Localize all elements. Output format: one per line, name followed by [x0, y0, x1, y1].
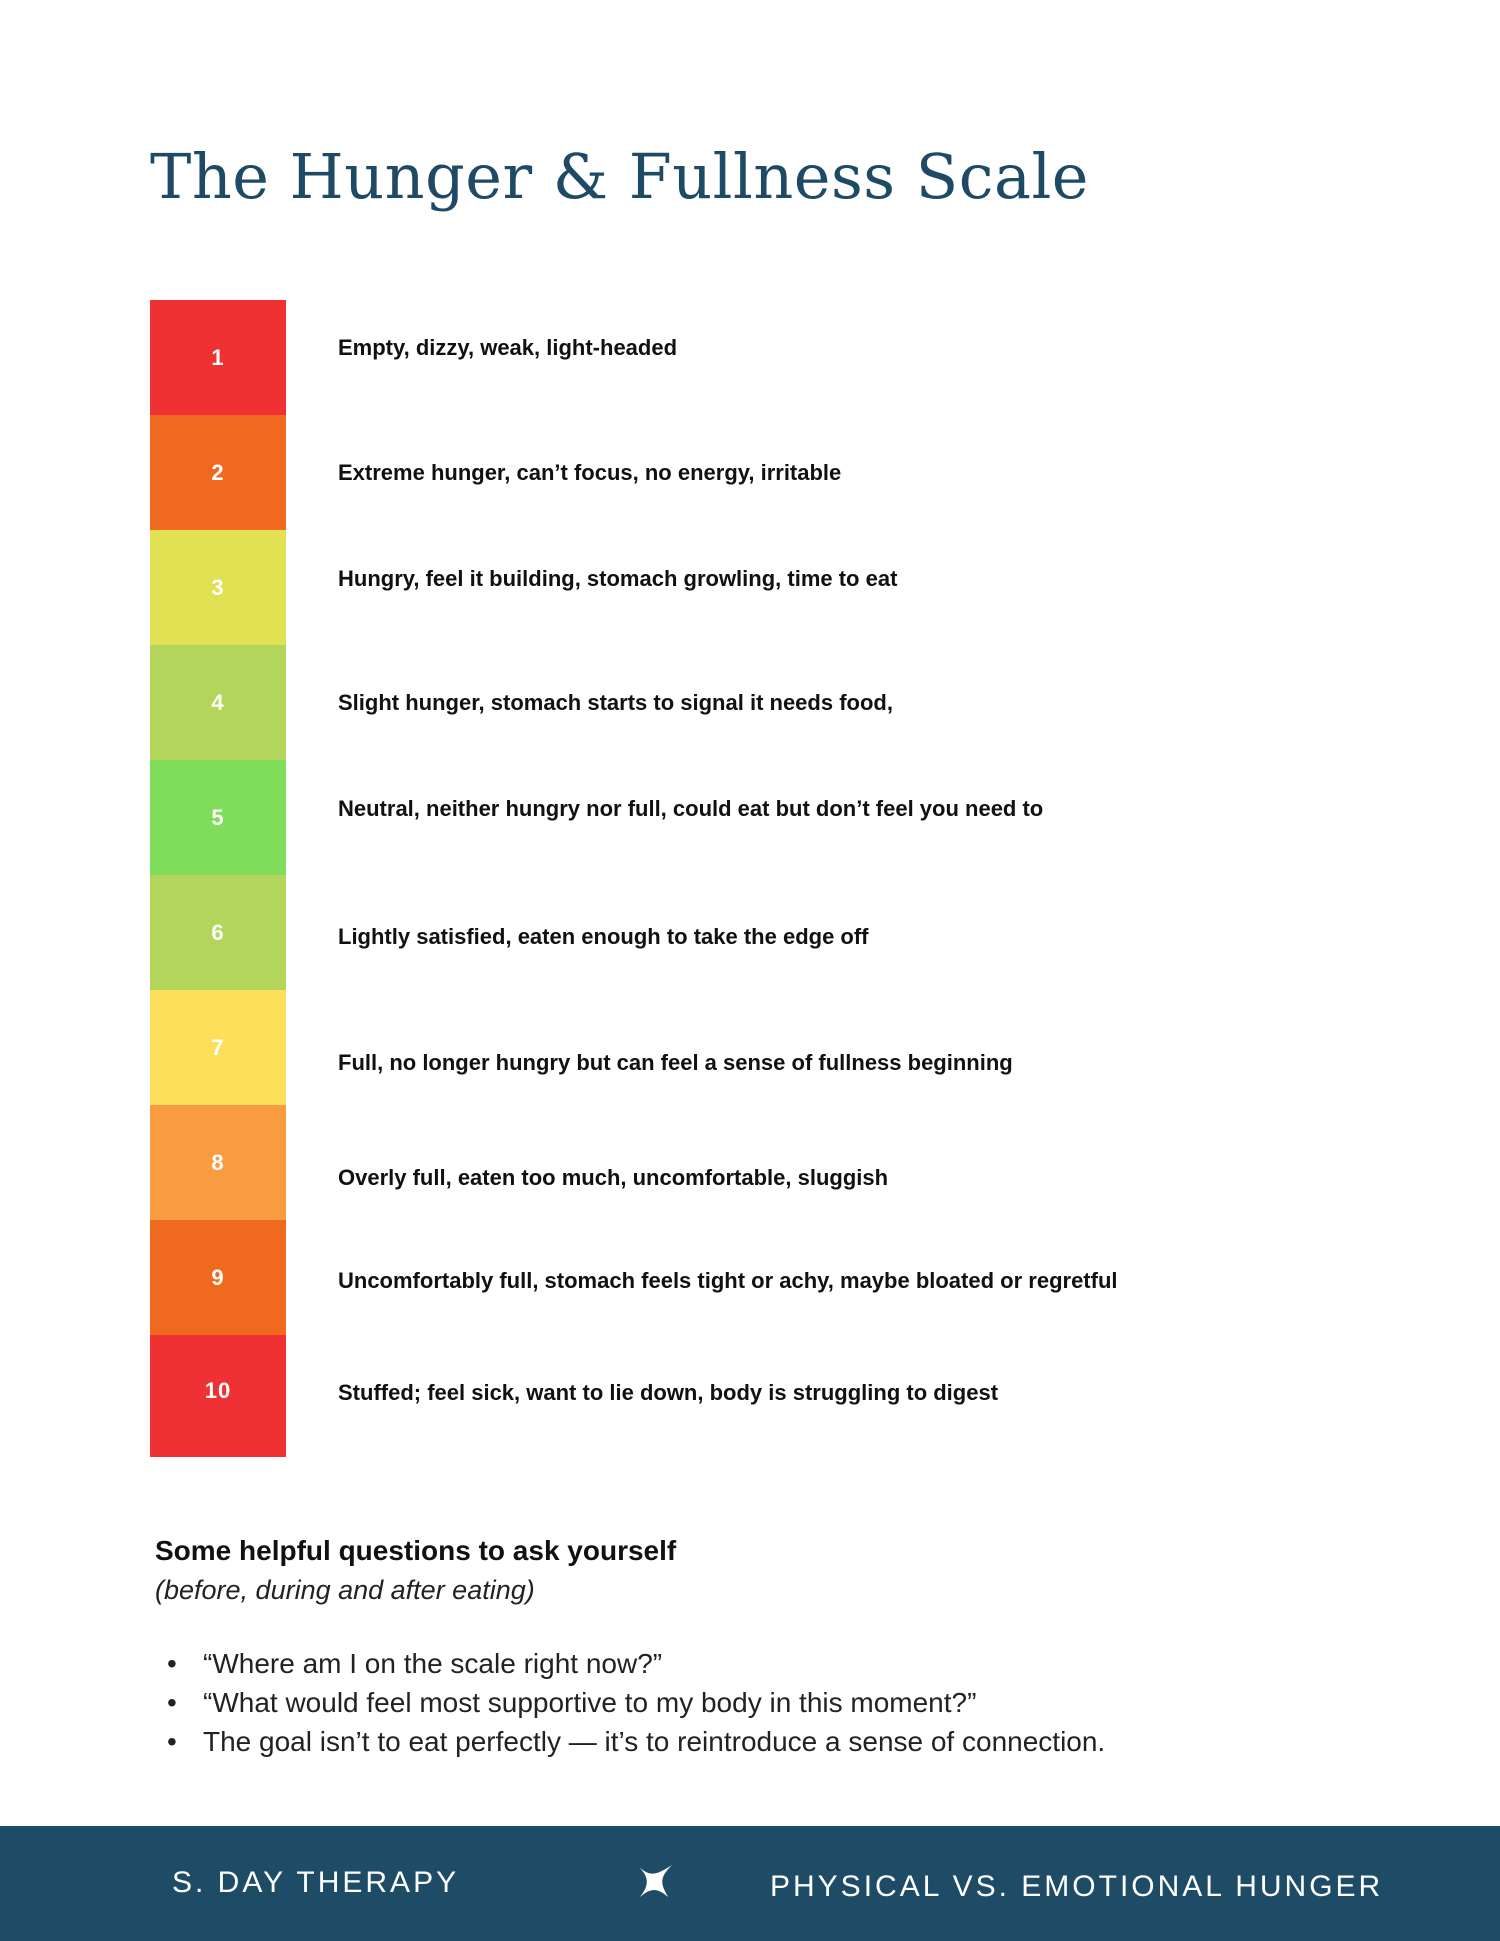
scale-level-2: 2	[150, 415, 286, 530]
scale-row-7	[150, 990, 1450, 1105]
scale-row-9	[150, 1220, 1450, 1335]
scale-description-4: Slight hunger, stomach starts to signal it needs food,	[338, 690, 893, 715]
list-item-text: “Where am I on the scale right now?”	[203, 1648, 663, 1679]
scale-level-8: 8	[150, 1105, 286, 1220]
bullet-icon: •	[167, 1726, 177, 1757]
footer-brand: S. DAY THERAPY	[172, 1866, 460, 1899]
scale-description-7: Full, no longer hungry but can feel a sense of fullness beginning	[338, 1050, 1013, 1075]
page-title: The Hunger & Fullness Scale	[150, 140, 1089, 213]
scale-row-6	[150, 875, 1450, 990]
scale-description-8: Overly full, eaten too much, uncomfortable, sluggish	[338, 1165, 889, 1190]
questions-subheading: (before, during and after eating)	[155, 1575, 535, 1605]
scale-row-2	[150, 415, 1450, 530]
scale-level-7: 7	[150, 990, 286, 1105]
scale-row-3	[150, 530, 1450, 645]
questions-list	[155, 1644, 1405, 1761]
helpful-questions	[155, 1535, 1405, 1761]
scale-description-5: Neutral, neither hungry nor full, could eat but don’t feel you need to	[338, 796, 1044, 821]
scale-level-5: 5	[150, 760, 286, 875]
list-item-text: The goal isn’t to eat perfectly — it’s to reintroduce a sense of connection.	[203, 1726, 1106, 1757]
scale-level-4: 4	[150, 645, 286, 760]
four-point-star-icon	[636, 1862, 674, 1900]
scale-description-9: Uncomfortably full, stomach feels tight or achy, maybe bloated or regretful	[338, 1268, 1118, 1293]
scale-level-3: 3	[150, 530, 286, 645]
hunger-scale	[150, 300, 1450, 1457]
scale-description-2: Extreme hunger, can’t focus, no energy, irritable	[338, 460, 842, 485]
scale-description-3: Hungry, feel it building, stomach growling, time to eat	[338, 566, 898, 591]
scale-level-9: 9	[150, 1220, 286, 1335]
footer-bar	[0, 1826, 1500, 1941]
scale-row-1	[150, 300, 1450, 415]
scale-description-1: Empty, dizzy, weak, light-headed	[338, 335, 678, 360]
bullet-icon: •	[167, 1687, 177, 1718]
list-item	[155, 1683, 1405, 1722]
scale-row-4	[150, 645, 1450, 760]
questions-heading: Some helpful questions to ask yourself	[155, 1535, 677, 1566]
scale-level-1: 1	[150, 300, 286, 415]
scale-description-6: Lightly satisfied, eaten enough to take the edge off	[338, 924, 869, 949]
scale-row-10	[150, 1335, 1450, 1457]
bullet-icon: •	[167, 1648, 177, 1679]
list-item	[155, 1722, 1405, 1761]
scale-row-8	[150, 1105, 1450, 1220]
footer-title: PHYSICAL VS. EMOTIONAL HUNGER	[770, 1870, 1384, 1903]
scale-level-10: 10	[150, 1335, 286, 1457]
list-item-text: “What would feel most supportive to my body in this moment?”	[203, 1687, 977, 1718]
scale-row-5	[150, 760, 1450, 875]
list-item	[155, 1644, 1405, 1683]
scale-description-10: Stuffed; feel sick, want to lie down, body is struggling to digest	[338, 1380, 999, 1405]
scale-level-6: 6	[150, 875, 286, 990]
